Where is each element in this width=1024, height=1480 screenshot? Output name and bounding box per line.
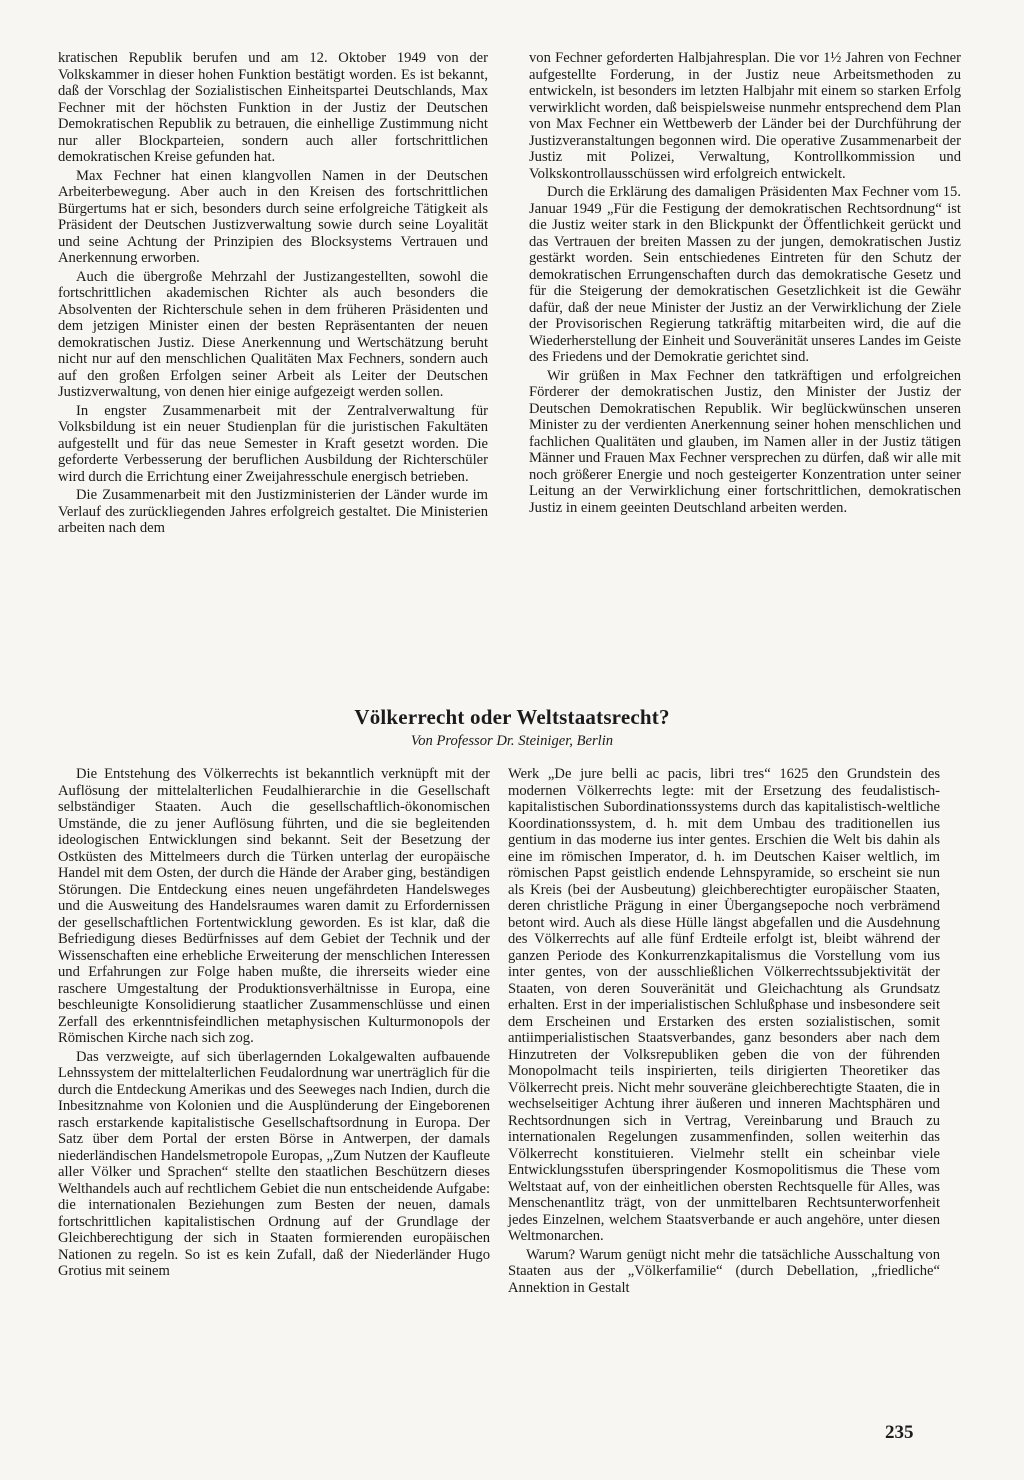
top-right-column bbox=[529, 50, 961, 518]
article-left-column bbox=[58, 766, 490, 1282]
paragraph: Warum? Warum genügt nicht mehr die tatsächliche Ausschaltung von Staaten aus der „Völkerfamilie“ (durch Debellation, „friedliche“ Annektion in Gestalt bbox=[508, 1246, 940, 1296]
paragraph: Die Entstehung des Völkerrechts ist bekanntlich verknüpft mit der Auflösung der mittelalterlichen Feudalhierarchie in die Gesellschaft selbständiger Staaten. Auch die gesellschaftlich-ökonomischen Umstände, die zu jener Auflösung führten, und die sie begleitenden ideologischen Entwicklungen sind bekannt. Seit der Besetzung der Ostküsten des Mittelmeers durch die Türken unterlag der europäische Handel mit dem Osten, der durch die Hände der Araber ging, beständigen Störungen. Die Entdeckung eines neuen ungefährdeten Handelsweges und die Ausweitung des Handelsraumes waren damit zu Erfordernissen der gesellschaftlichen Fortentwicklung geworden. Es ist klar, daß die Befriedigung dieses Bedürfnisses auf dem Gebiet der Technik und der Wissenschaften eine erhebliche Erweiterung der menschlichen Interessen und Erfahrungen zur Folge haben mußte, die ihrerseits wieder eine raschere Umgestaltung der Produktionsverhältnisse in Europa, eine beschleunigte Konsolidierung staatlicher Zusammenschlüsse und einen Zerfall des erkenntnisfeindlichen metaphysischen Kulturmonopols der Römischen Kirche nach sich zog. bbox=[58, 766, 490, 1046]
paragraph: Wir grüßen in Max Fechner den tatkräftigen und erfolgreichen Förderer der demokratischen Justiz, den Minister der Justiz der Deutschen Demokratischen Republik. Wir beglückwünschen unseren Minister zu der verdienten Anerkennung seiner hohen menschlichen und fachlichen Qualitäten und glauben, im Namen aller in der Justiz tätigen Männer und Frauen Max Fechner versprechen zu dürfen, daß wir alle mit noch größerer Energie und noch gesteigerter Konzentration unter seiner Leitung an der Verwirklichung einer fortschrittlichen, demokratischen Justiz in einem geeinten Deutschland arbeiten werden. bbox=[529, 367, 961, 516]
paragraph: In engster Zusammenarbeit mit der Zentralverwaltung für Volksbildung ist ein neuer Studienplan für die juristischen Fakultäten aufgestellt und für das neue Semester in Kraft gesetzt worden. Die geforderte Verbesserung der beruflichen Ausbildung der Richterschüler wird durch die Errichtung einer Zweijahresschule energisch betrieben. bbox=[58, 402, 488, 485]
article-byline: Von Professor Dr. Steiniger, Berlin bbox=[410, 733, 614, 749]
page-number: 235 bbox=[885, 1422, 914, 1443]
article-right-column bbox=[508, 766, 940, 1298]
paragraph: Die Zusammenarbeit mit den Justizministerien der Länder wurde im Verlauf des zurückliegenden Jahres erfolgreich gestaltet. Die Ministerien arbeiten nach dem bbox=[58, 487, 488, 536]
paragraph: Auch die übergroße Mehrzahl der Justizangestellten, sowohl die fortschrittlichen akademischen Richter als auch besonders die Absolventen der Richterschule sehen in dem früheren Präsidenten und dem jetzigen Minister einen der besten Repräsentanten der neuen demokratischen Justiz. Diese Anerkennung und Wertschätzung beruht nicht nur auf den menschlichen Qualitäten Max Fechners, sondern auch auf den großen Erfolgen seiner Arbeit als Leiter der Deutschen Justizverwaltung, von denen hier einige aufgezeigt werden sollen. bbox=[58, 268, 488, 400]
paragraph: Max Fechner hat einen klangvollen Namen in der Deutschen Arbeiterbewegung. Aber auch in den Kreisen des fortschrittlichen Bürgertums hat er sich, besonders durch seine erfolgreiche Tätigkeit als Präsident der Deutschen Justizverwaltung sowie durch seine Loyalität und seine Achtung der Prinzipien des Blocksystems Vertrauen und Anerkennung erworben. bbox=[58, 167, 488, 266]
paragraph: kratischen Republik berufen und am 12. Oktober 1949 von der Volkskammer in dieser hohen Funktion bestätigt worden. Es ist bekannt, daß der Vorschlag der Sozialistischen Einheitspartei Deutschlands, Max Fechner mit der höchsten Funktion in der Justiz der Deutschen Demokratischen Republik zu betrauen, die einhellige Zustimmung nicht nur aller Blockparteien, sondern auch aller fortschrittlichen demokratischen Kreise gefunden hat. bbox=[58, 50, 488, 165]
paragraph: Das verzweigte, auf sich überlagernden Lokalgewalten aufbauende Lehnssystem der mittelalterlichen Feudalordnung war unerträglich für die durch die Entdeckung Amerikas und des Seeweges nach Indien, durch die Inbesitznahme von Kolonien und die Ausplünderung der Eingeborenen rasch erstarkende kapitalistische Gesellschaftsordnung in Europa. Der Satz über dem Portal der ersten Börse in Antwerpen, der damals niederländischen Handelsmetropole Europas, „Zum Nutzen der Kaufleute aller Völker und Sprachen“ stellte den staatlichen Beschützern dieses Welthandels auch auf rechtlichem Gebiet die nun entscheidende Aufgabe: die internationalen Beziehungen zum Besten der neuen, damals fortschrittlichen kapitalistischen Ordnung auf der Grundlage der Gleichberechtigung der sich in Staaten formierenden europäischen Nationen zu regeln. So ist es kein Zufall, daß der Niederländer Hugo Grotius mit seinem bbox=[58, 1048, 490, 1279]
paragraph: Werk „De jure belli ac pacis, libri tres“ 1625 den Grundstein des modernen Völkerrechts legte: mit der Ersetzung des feudalistisch-kapitalistischen Subordinationssystems durch das kapitalistisch-weltliche Koordinationssystem, d. h. mit dem Umbau des traditionellen ius gentium in das moderne ius inter gentes. Erschien die Welt bis dahin als eine im römischen Imperator, d. h. im Deutschen Kaiser weltlich, im römischen Papst geistlich endende Lehnspyramide, so erscheint sie nun als Kreis (bei der Ausbeutung) gleichberechtigter europäischer Staaten, deren christliche Prägung in einer Übergangsepoche noch verbrämend betont wird. Auch als diese Hülle längst abgefallen und die Ausdehnung des Völkerrechts auf alle fünf Erdteile erfolgt ist, bleibt während der ganzen Periode des Konkurrenzkapitalismus die Vorstellung vom ius inter gentes, von der ausschließlichen Völkerrechtssubjektivität der Staaten, von deren Souveränität und Gleichachtung als Grundsatz erhalten. Erst in der imperialistischen Schlußphase und insbesondere seit dem Erscheinen und Erstarken des ersten sozialistischen, somit antiimperialistischen Staatsverbandes, ganz besonders aber nach dem Hinzutreten der Volksrepubliken geben die von der führenden Monopolmacht teils inspirierten, teils dirigierten Theoretiker das Völkerrecht preis. Nicht mehr souveräne gleichberechtigte Staaten, die in wechselseitiger Achtung ihrer äußeren und inneren Machtsphären und Rechtsordnungen sich in Vertrag, Vereinbarung und Brauch zu internationalen Regelungen zusammenfinden, sollen weiterhin das Völkerrecht konstituieren. Vielmehr stellt ein scheinbar viele Entwicklungsstufen überspringender Kosmopolitismus die These vom Weltstaat auf, von der einheitlichen obersten Rechtsquelle für Alles, was Menschenantlitz trägt, von der unmittelbaren Rechtsunterworfenheit jedes Einzelnen, welchem Staatsverbande er auch angehöre, unter diesen Weltmonarchen. bbox=[508, 766, 940, 1244]
top-left-column bbox=[58, 50, 488, 539]
paragraph: Durch die Erklärung des damaligen Präsidenten Max Fechner vom 15. Januar 1949 „Für die Festigung der demokratischen Rechtsordnung“ ist die Justiz weiter stark in den Blickpunkt der Öffentlichkeit gerückt und das Vertrauen der breiten Massen zu der jungen, demokratischen Justiz gestärkt worden. Sein entschiedenes Eintreten für den Schutz der demokratischen Errungenschaften durch das demokratische Gesetz und für die Steigerung der demokratischen Gesetzlichkeit ist die Gewähr dafür, daß der neue Minister der Justiz an der Verwirklichung der Ziele der Provisorischen Regierung tatkräftig mitarbeiten wird, die auf die Wiederherstellung der Einheit und Souveränität unseres Landes im Geiste des Friedens und der Demokratie gerichtet sind. bbox=[529, 184, 961, 365]
paragraph: von Fechner geforderten Halbjahresplan. Die vor 1½ Jahren von Fechner aufgestellte Forderung, in der Justiz neue Arbeitsmethoden zu entwickeln, ist besonders im letzten Halbjahr mit einem so starken Erfolg verwirklicht worden, daß beispielsweise nunmehr entsprechend dem Plan von Max Fechner ein Wettbewerb der Länder bei der Durchführung der Justizveranstaltungen begonnen wird. Die operative Zusammenarbeit der Justiz mit Polizei, Verwaltung, Kontrollkommission und Volkskontrollausschüssen wird erfolgreich entwickelt. bbox=[529, 50, 961, 182]
article-title: Völkerrecht oder Weltstaatsrecht? bbox=[354, 705, 670, 729]
